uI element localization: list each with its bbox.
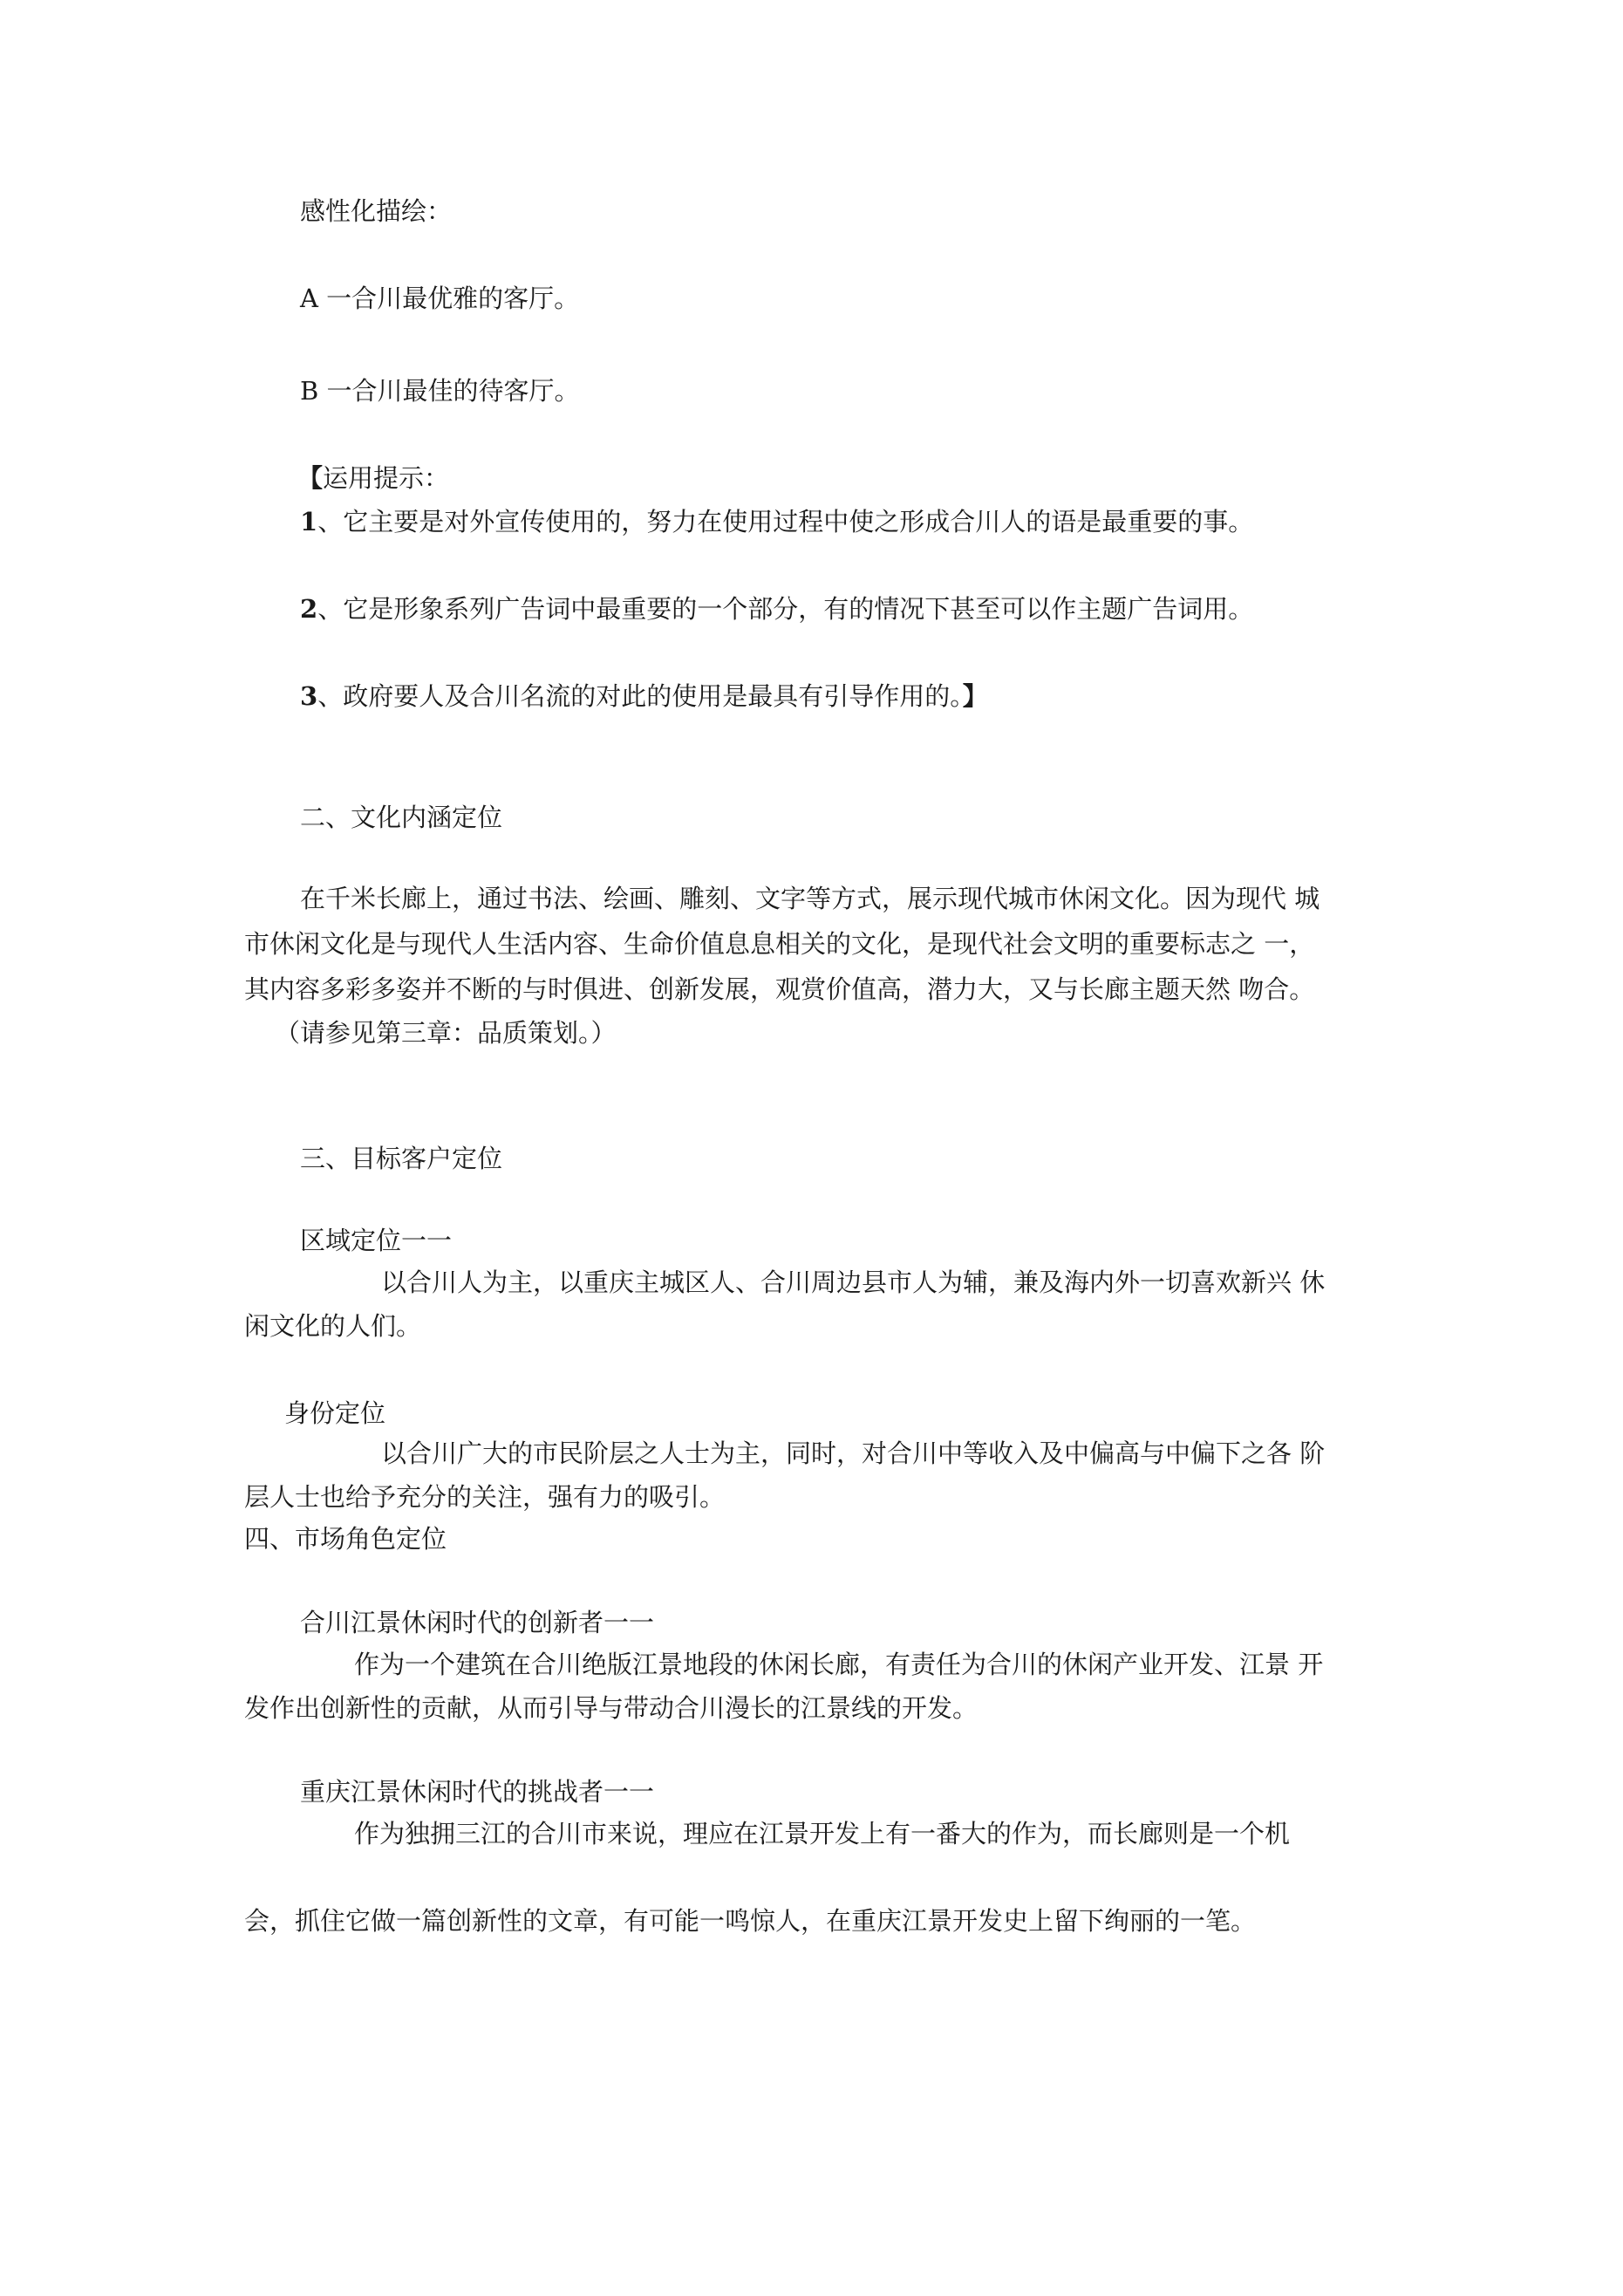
section-2-paragraph-line: 其内容多彩多姿并不断的与时俱进、创新发展，观赏价值高，潜力大，又与长廊主题天然 吻合。 — [244, 974, 1315, 1004]
usage-tip-number: 2 — [300, 594, 318, 624]
region-text-line: 以合川人为主，以重庆主城区人、合川周边县市人为辅，兼及海内外一切喜欢新兴 休 — [381, 1268, 1326, 1297]
usage-tips-heading — [297, 461, 449, 495]
perceptual-item-a: A 一合川最优雅的客厅。 — [300, 284, 580, 313]
section-2-title: 二、文化内涵定位 — [300, 803, 503, 832]
innovator-text-line: 发作出创新性的贡献，从而引导与带动合川漫长的江景线的开发。 — [244, 1693, 979, 1723]
perceptual-item-b: B 一合川最佳的待客厅。 — [300, 376, 580, 406]
identity-text-line: 以合川广大的市民阶层之人士为主，同时，对合川中等收入及中偏高与中偏下之各 阶 — [381, 1438, 1326, 1468]
usage-tips-close-bracket: 】 — [962, 681, 988, 711]
region-text-line: 闲文化的人们。 — [244, 1311, 422, 1341]
identity-heading: 身份定位 — [284, 1398, 386, 1428]
usage-tips-open-bracket: 【 — [297, 463, 324, 493]
usage-tip-text: 、它主要是对外宣传使用的，努力在使用过程中使之形成合川人的语是最重要的事。 — [317, 507, 1254, 536]
usage-tip-text: 、它是形象系列广告词中最重要的一个部分，有的情况下甚至可以作主题广告词用。 — [317, 594, 1254, 624]
section-4-title: 四、市场角色定位 — [244, 1524, 447, 1554]
innovator-heading: 合川江景休闲时代的创新者一一 — [300, 1608, 655, 1637]
usage-tip-3 — [300, 679, 988, 714]
usage-tip-2 — [300, 591, 1253, 626]
section-2-paragraph-line: 市休闲文化是与现代人生活内容、生命价值息息相关的文化，是现代社会文明的重要标志之 一， — [244, 929, 1315, 959]
usage-tips-heading-text: 运用提示： — [323, 463, 450, 493]
usage-tip-text: 、政府要人及合川名流的对此的使用是最具有引导作用的。 — [317, 681, 963, 711]
usage-tip-number: 1 — [300, 507, 318, 536]
identity-text-line: 层人士也给予充分的关注，强有力的吸引。 — [244, 1482, 726, 1512]
challenger-text-line: 会，抓住它做一篇创新性的文章，有可能一鸣惊人，在重庆江景开发史上留下绚丽的一笔。 — [244, 1906, 1257, 1936]
challenger-heading: 重庆江景休闲时代的挑战者一一 — [300, 1777, 655, 1807]
section-3-title: 三、目标客户定位 — [300, 1144, 503, 1173]
usage-tip-number: 3 — [300, 681, 318, 711]
perceptual-heading: 感性化描绘： — [300, 196, 453, 226]
region-heading: 区域定位一一 — [300, 1226, 453, 1255]
section-2-paragraph-line: （请参见第三章：品质策划。） — [275, 1018, 617, 1048]
challenger-text-line: 作为独拥三江的合川市来说，理应在江景开发上有一番大的作为，而长廊则是一个机 — [354, 1819, 1291, 1848]
section-2-paragraph-line: 在千米长廊上，通过书法、绘画、雕刻、文字等方式，展示现代城市休闲文化。因为现代 城 — [300, 884, 1320, 913]
usage-tip-1 — [300, 504, 1253, 539]
innovator-text-line: 作为一个建筑在合川绝版江景地段的休闲长廊，有责任为合川的休闲产业开发、江景 开 — [354, 1650, 1324, 1679]
